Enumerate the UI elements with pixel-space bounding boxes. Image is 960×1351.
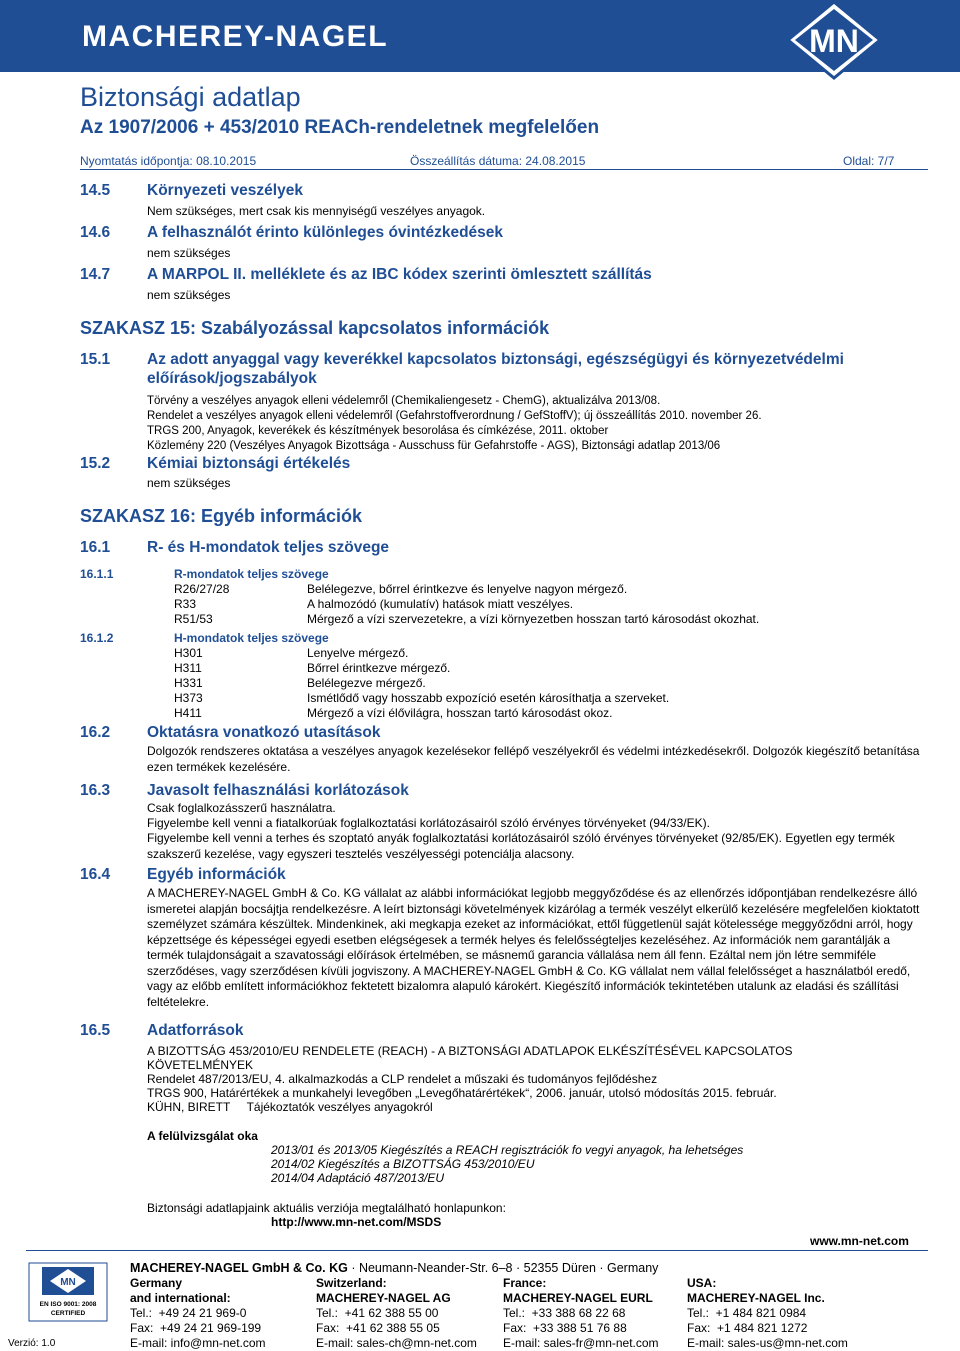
section-number: 14.5: [80, 182, 111, 199]
section-number: 16.2: [80, 724, 111, 741]
svg-text:CERTIFIED: CERTIFIED: [50, 1310, 86, 1317]
section-number: 14.6: [80, 224, 111, 241]
section-title: Egyéb információk: [147, 866, 286, 883]
section-number: 15.2: [80, 455, 111, 472]
contact-usa: USA: MACHEREY-NAGEL Inc. Tel.: +1 484 821 0984 Fax: +1 484 821 1272 E-mail: sales-us@mn-net.com: [687, 1276, 848, 1350]
section-text: Figyelembe kell venni a terhes és szoptató anyák foglalkoztatási korlátozásairól szóló érvényes törvényeket (92/85/EK). Egyetlen egy termék szakszerű kezelése, vagy egyszeri tesztelés veszélyességi potenciálja alacsony.: [147, 831, 895, 861]
header-rule: [80, 169, 928, 170]
section-text: Csak foglalkozásszerű használatra.: [147, 801, 336, 815]
section-text: nem szükséges: [147, 288, 231, 302]
section-heading: SZAKASZ 15: Szabályozással kapcsolatos információk: [80, 318, 550, 338]
review-line: 2014/04 Adaptáció 487/2013/EU: [271, 1171, 445, 1185]
review-line: 2014/02 Kiegészítés a BIZOTTSÁG 453/2010/EU: [271, 1157, 535, 1171]
version-label: Verzió: 1.0: [8, 1338, 56, 1349]
r-phrase-text: Belélegezve, bőrrel érintkezve és lenyelve nagyon mérgező.: [307, 582, 628, 596]
source-line: Rendelet 487/2013/EU, 4. alkalmazkodás a CLP rendelet a műszaki és tudományos fejlődéshez: [147, 1072, 658, 1086]
source-line: KÖVETELMÉNYEK: [147, 1058, 254, 1072]
r-phrase-code: R26/27/28: [174, 582, 230, 596]
section-title: R- és H-mondatok teljes szövege: [147, 539, 390, 556]
section-title: Kémiai biztonsági értékelés: [147, 455, 351, 472]
h-phrase-text: Ismétlődő vagy hosszabb expozíció esetén károsíthatja a szerveket.: [307, 691, 670, 705]
contact-france: France: MACHEREY-NAGEL EURL Tel.: +33 388 68 22 68 Fax: +33 388 51 76 88 E-mail: sales-fr@mn-net.com: [503, 1276, 659, 1350]
subsection-number: 16.1.1: [80, 567, 114, 581]
msds-link[interactable]: http://www.mn-net.com/MSDS: [271, 1215, 442, 1229]
brand-name: MACHEREY-NAGEL: [82, 20, 389, 53]
subsection-title: R-mondatok teljes szövege: [174, 567, 329, 581]
review-label: A felülvizsgálat oka: [147, 1129, 258, 1143]
compile-date: Összeállítás dátuma: 24.08.2015: [410, 154, 586, 168]
section-text: Dolgozók rendszeres oktatása a veszélyes anyagok kezelésekor fellépő veszélyekről és védelmi intézkedésekről. Dolgozók kiegészítő betanítása ezen termékek kezelésére.: [147, 744, 920, 774]
section-title: A MARPOL II. melléklete és az IBC kódex szerinti ömlesztett szállítás: [147, 266, 652, 283]
h-phrase-text: Belélegezve mérgező.: [307, 676, 426, 690]
section-text: nem szükséges: [147, 476, 231, 490]
h-phrase-text: Mérgező a vízi élővilágra, hosszan tartó károsodást okoz.: [307, 706, 613, 720]
section-text: Nem szükséges, mert csak kis mennyiségű veszélyes anyagok.: [147, 204, 486, 218]
r-phrase-code: R51/53: [174, 612, 213, 626]
source-line: KÜHN, BIRETT Tájékoztatók veszélyes anyagokról: [147, 1100, 433, 1114]
source-line: TRGS 900, Határértékek a munkahelyi levegőben „Levegőhatárértékek“, 2006. január, utolsó módosítás 2015. február.: [147, 1086, 777, 1100]
section-number: 16.1: [80, 539, 111, 556]
contact-germany: Germany and international: Tel.: +49 24 21 969-0 Fax: +49 24 21 969-199 E-mail: info@mn-net.com: [130, 1276, 266, 1350]
h-phrase-code: H301: [174, 646, 203, 660]
subsection-number: 16.1.2: [80, 631, 114, 645]
section-number: 14.7: [80, 266, 111, 283]
section-title: Adatforrások: [147, 1022, 244, 1039]
document-title: Biztonsági adatlap: [80, 82, 301, 112]
section-heading: SZAKASZ 16: Egyéb információk: [80, 506, 363, 526]
h-phrase-code: H411: [174, 706, 202, 720]
r-phrase-code: R33: [174, 597, 197, 611]
iso-certificate-icon: [28, 1262, 108, 1322]
section-number: 15.1: [80, 351, 111, 368]
section-title: Oktatásra vonatkozó utasítások: [147, 724, 381, 741]
svg-text:MN: MN: [60, 1277, 76, 1288]
section-number: 16.3: [80, 782, 111, 799]
h-phrase-code: H311: [174, 661, 202, 675]
contact-switzerland: Switzerland: MACHEREY-NAGEL AG Tel.: +41 62 388 55 00 Fax: +41 62 388 55 05 E-mail: sales-ch@mn-net.com: [316, 1276, 477, 1350]
footer-rule: [26, 1250, 928, 1251]
section-title: előírások/jogszabályok: [147, 370, 317, 387]
source-line: A BIZOTTSÁG 453/2010/EU RENDELETE (REACH) - A BIZTONSÁGI ADATLAPOK ELKÉSZÍTÉSÉVEL KAPCSOLATOS: [147, 1044, 793, 1058]
section-text: A MACHEREY-NAGEL GmbH & Co. KG vállalat az alábbi információkat legjobb meggyőződése és az ellenőrzés időpontjában rendelkezésre álló ismeretei alapján bocsájtja rendelkezésre. A leírt biztonsági követelmények kizárólag a termék veszélyt elkerülő kezelésére megfelelően kioktatott személyzet számára készültek. Mindenkinek, aki megkapja ezeket az információkat, ettől függetlenül saját kötelessége meggyőződni arról, hogy képzettsége és képességei egyedi esetben elégségesek a termék helyes és felelősségteljes kezeléséhez. Az információk nem garantálják a termék tulajdonságait a szavatossági előírások értelmében, se másnemű garancia vállalása nem áll fenn. Ezáltal nem jön létre semmiféle szerződéses, vagy szerződésen kívüli jogviszony. A MACHEREY-NAGEL GmbH & Co. KG vállalat nem vállal felelősséget a használatból eredő, vagy az előbb említett információkhoz fektetett bizalomra alapuló károkért. Kiegészítő információk tekintetében utalunk az eladási és szállítási feltételekre.: [147, 886, 920, 1009]
section-number: 16.5: [80, 1022, 111, 1039]
h-phrase-code: H373: [174, 691, 203, 705]
r-phrase-text: Mérgező a vízi szervezetekre, a vízi környezetben hosszan tartó károsodást okozhat.: [307, 612, 760, 626]
svg-text:EN ISO 9001: 2008: EN ISO 9001: 2008: [39, 1301, 97, 1308]
document-subtitle: Az 1907/2006 + 453/2010 REACh-rendeletnek megfelelően: [80, 117, 600, 138]
website-note: Biztonsági adatlapjaink aktuális verziója megtalálható honlapunkon:: [147, 1201, 506, 1215]
company-line: MACHEREY-NAGEL GmbH & Co. KG · Neumann-Neander-Str. 6–8 · 52355 Düren · Germany: [130, 1261, 659, 1275]
h-phrase-list: [174, 646, 874, 726]
regulation-line: Törvény a veszélyes anyagok elleni védelemről (Chemikaliengesetz - ChemG), aktualizálva 2013/08.: [147, 395, 661, 407]
h-phrase-code: H331: [174, 676, 203, 690]
section-title: A felhasználót érinto különleges óvintézkedések: [147, 224, 504, 241]
logo-text: MN: [809, 23, 859, 59]
h-phrase-text: Lenyelve mérgező.: [307, 646, 409, 660]
subsection-title: H-mondatok teljes szövege: [174, 631, 329, 645]
section-number: 16.4: [80, 866, 111, 883]
regulation-line: TRGS 200, Anyagok, keverékek és készítmények besorolása és címkézése, 2011. oktober: [147, 425, 609, 437]
review-line: 2013/01 és 2013/05 Kiegészítés a REACH regisztrációk fo vegyi anyagok, ha lehetséges: [271, 1143, 744, 1157]
h-phrase-text: Bőrrel érintkezve mérgező.: [307, 661, 451, 675]
print-date: Nyomtatás időpontja: 08.10.2015: [80, 154, 257, 168]
r-phrase-text: A halmozódó (kumulatív) hatások miatt veszélyes.: [307, 597, 574, 611]
section-title: Javasolt felhasználási korlátozások: [147, 782, 409, 799]
section-title: Környezeti veszélyek: [147, 182, 303, 199]
regulation-line: Közlemény 220 (Veszélyes Anyagok Bizottsága - Ausschuss für Gefahrstoffe - AGS), Biztonsági adatlap 2013/06: [147, 440, 721, 452]
section-text: nem szükséges: [147, 246, 231, 260]
section-text: Figyelembe kell venni a fiatalkorúak foglalkoztatási korlátozásairól szóló érvényes törvényeket (94/33/EK).: [147, 816, 710, 830]
mn-logo-icon: [784, 0, 884, 80]
page-number: Oldal: 7/7: [843, 154, 895, 168]
section-title: Az adott anyaggal vagy keverékkel kapcsolatos biztonsági, egészségügyi és környezetvédelmi: [147, 351, 844, 368]
website-link[interactable]: www.mn-net.com: [810, 1234, 909, 1248]
r-phrase-list: [174, 582, 874, 632]
regulation-line: Rendelet a veszélyes anyagok elleni védelemről (Gefahrstoffverordnung / GefStoffV); új összeállítás 2010. november 26.: [147, 410, 762, 422]
